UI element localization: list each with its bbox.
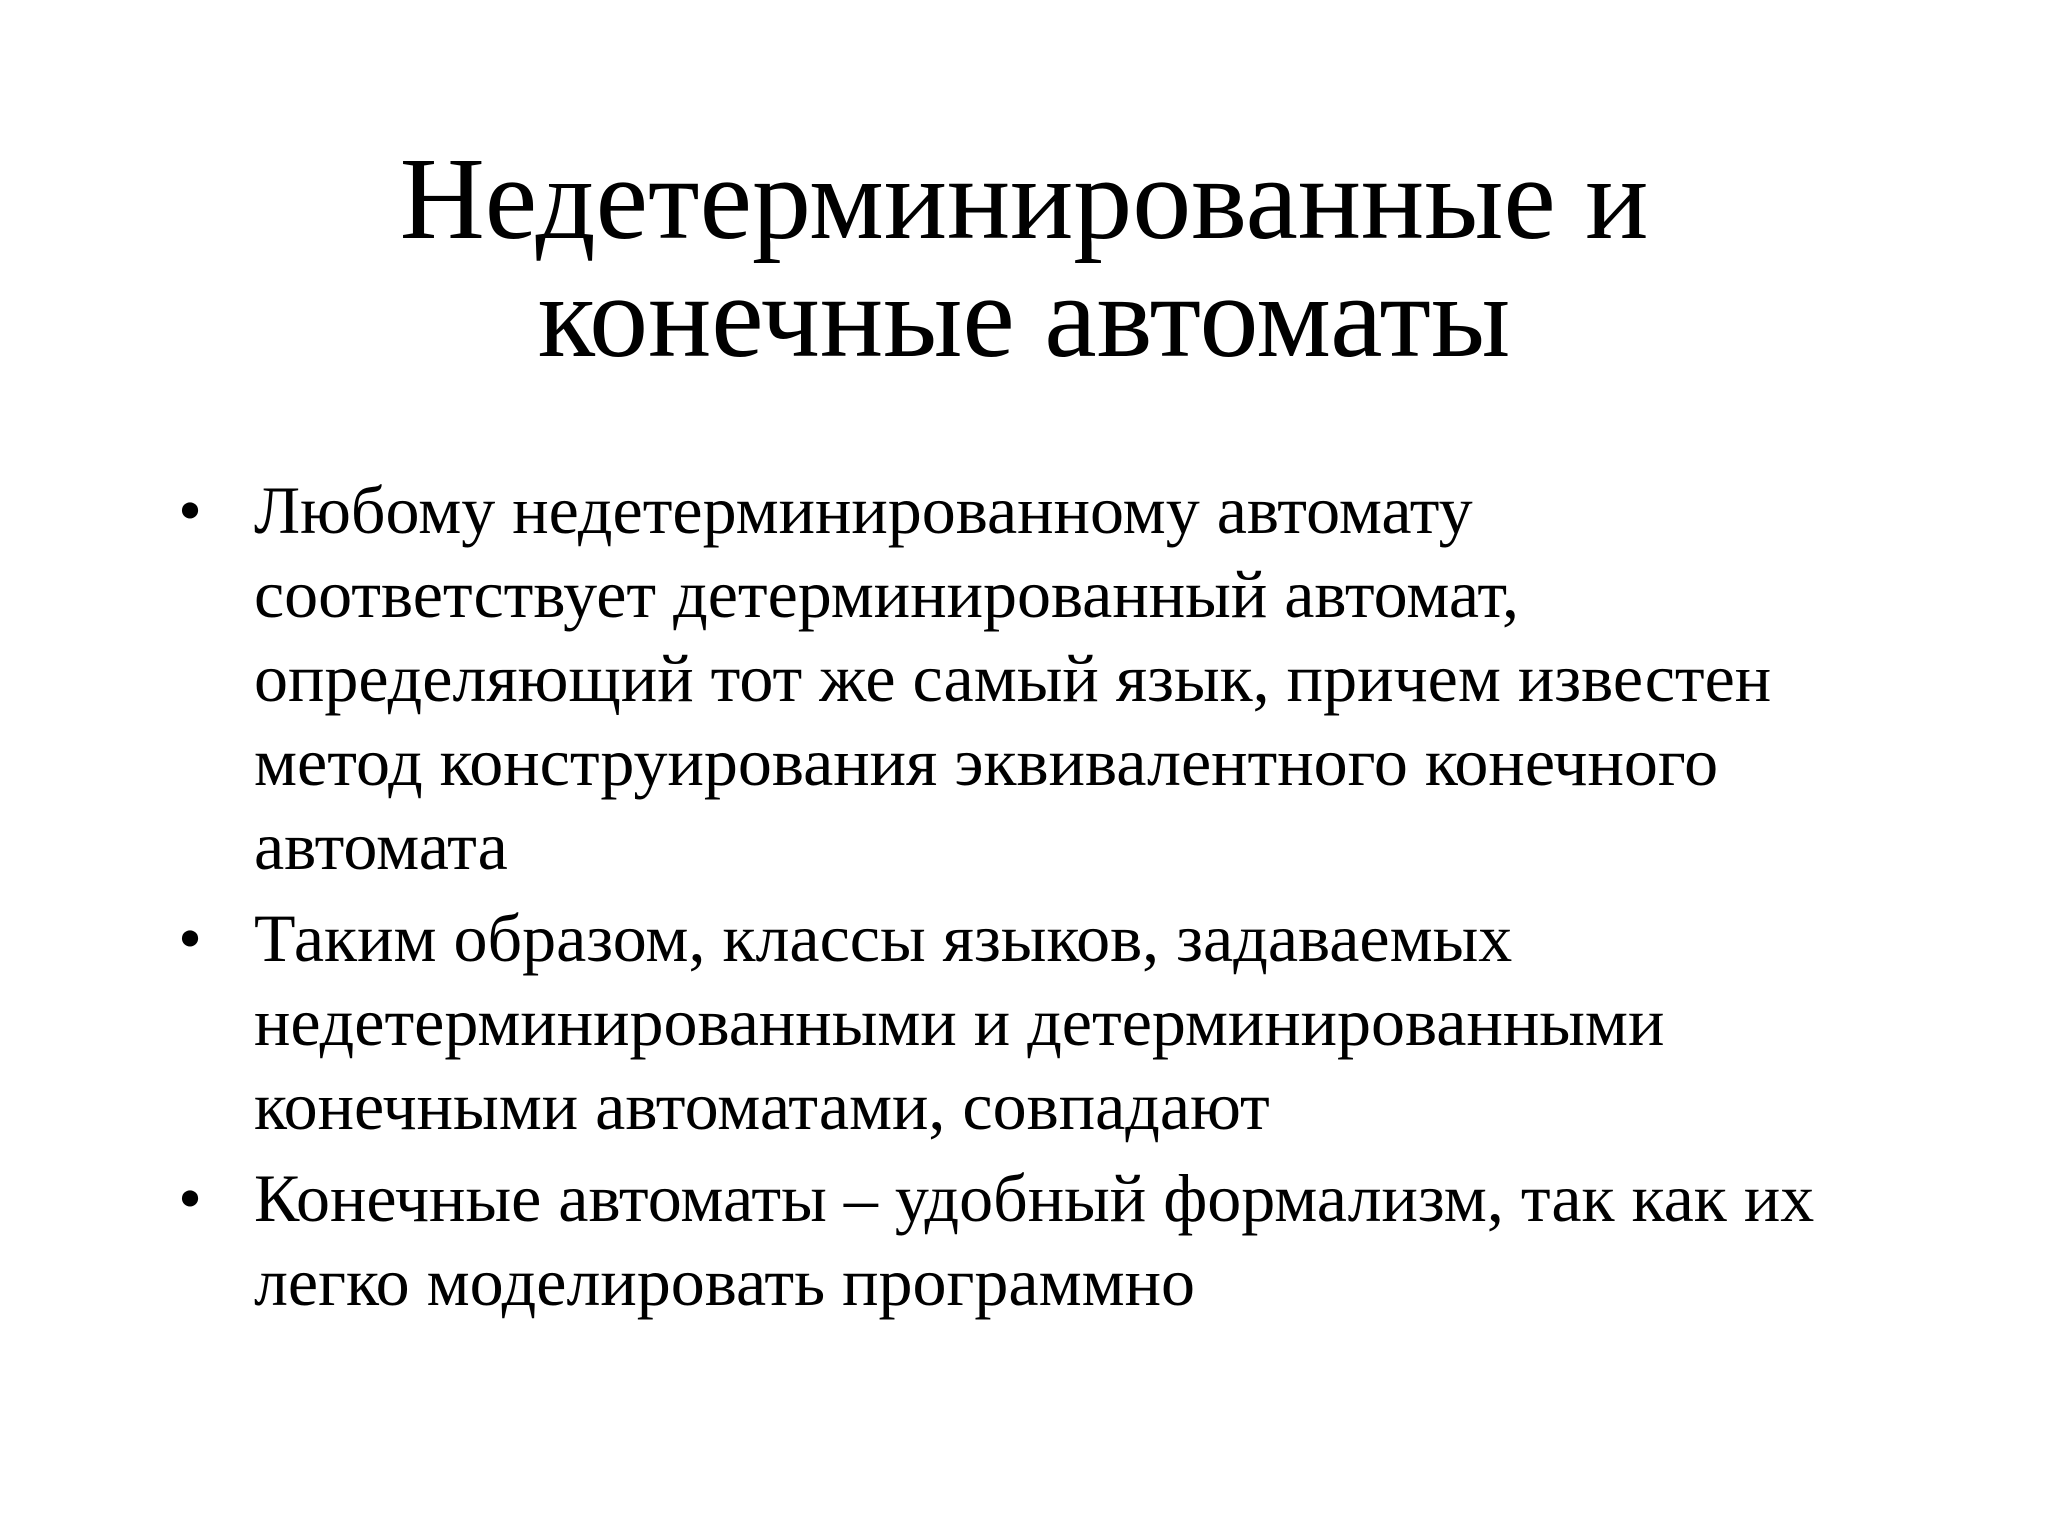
bullet-text-2 [254, 896, 1930, 1148]
bullet-2-line-2: недетерминированными и детерминированными [254, 984, 1665, 1060]
bullet-dot-icon: • [178, 900, 202, 976]
bullet-2-line-3: конечными автоматами, совпадают [254, 1068, 1270, 1144]
bullet-item-1 [170, 468, 1930, 888]
bullet-dot-icon: • [178, 472, 202, 548]
bullet-dot-icon: • [178, 1160, 202, 1236]
bullet-item-3 [170, 1156, 1930, 1324]
bullet-1-line-5: автомата [254, 808, 508, 884]
bullet-text-3 [254, 1156, 1930, 1324]
bullet-list [170, 468, 1930, 1332]
bullet-1-line-3: определяющий тот же самый язык, причем известен [254, 640, 1772, 716]
bullet-1-line-1: Любому недетерминированному автомату [254, 472, 1473, 548]
bullet-2-line-1: Таким образом, классы языков, задаваемых [254, 900, 1513, 976]
bullet-1-line-4: метод конструирования эквивалентного конечного [254, 724, 1719, 800]
bullet-text-1 [254, 468, 1930, 888]
bullet-1-line-2: соответствует детерминированный автомат, [254, 556, 1519, 632]
bullet-3-line-2: легко моделировать программно [254, 1244, 1196, 1320]
slide-title-line-2: конечные автоматы [537, 251, 1511, 382]
slide-title-line-1: Недетерминированные и [399, 133, 1649, 264]
slide-title [0, 133, 2048, 382]
bullet-3-line-1: Конечные автоматы – удобный формализм, так как их [254, 1160, 1815, 1236]
bullet-item-2 [170, 896, 1930, 1148]
